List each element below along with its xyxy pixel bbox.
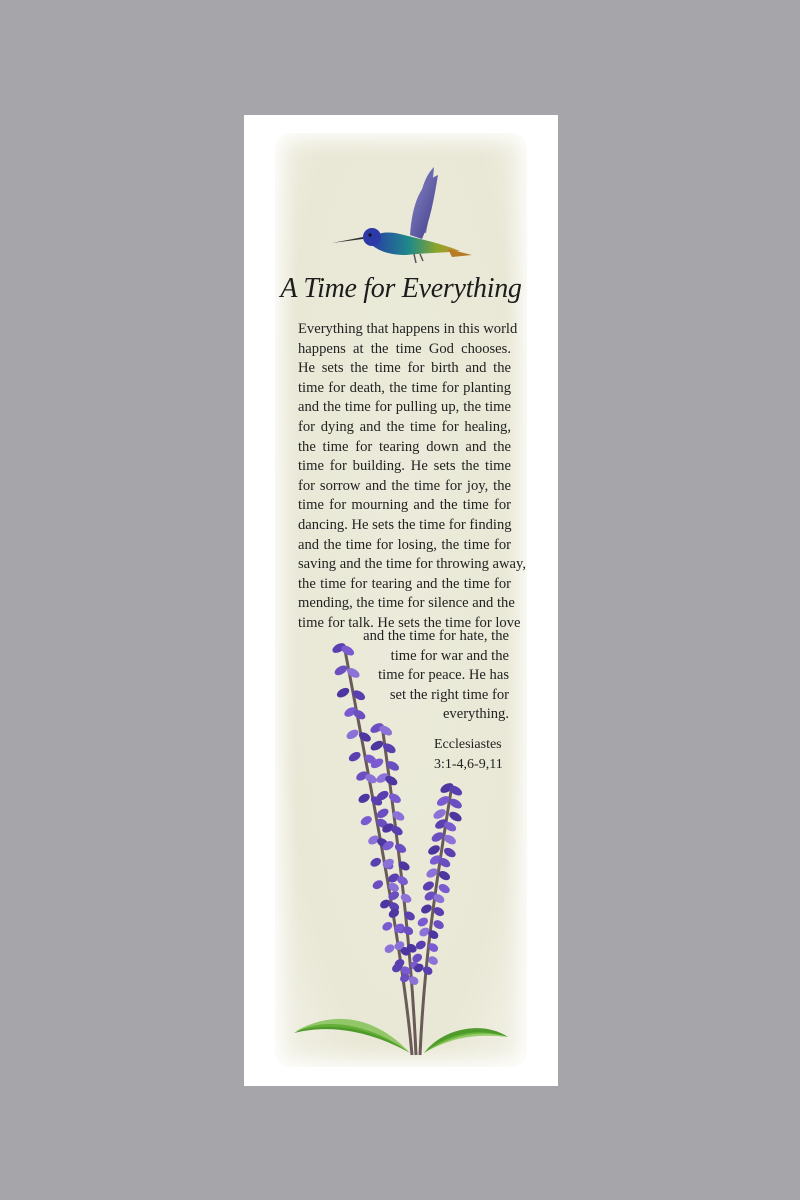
- reference-verses: 3:1-4,6-9,11: [434, 757, 503, 772]
- verse-line: He sets the time for birth and the: [298, 360, 511, 377]
- verse-line: time for building. He sets the time: [298, 458, 511, 475]
- flower-petal: [347, 750, 362, 763]
- flower-petal: [357, 792, 372, 805]
- flower-petal: [432, 918, 446, 930]
- flower-petal: [359, 814, 373, 827]
- flower-petal: [369, 739, 385, 753]
- verse-line: everything.: [442, 706, 509, 723]
- verse-line: and the time for losing, the time for: [298, 536, 511, 553]
- verse-line: Everything that happens in this world: [298, 321, 518, 337]
- flower-petal: [345, 728, 360, 741]
- verse-line: happens at the time God chooses.: [298, 340, 511, 357]
- verse-line: and the time for hate, the: [363, 628, 509, 644]
- verse-line: time for war and the: [390, 647, 509, 664]
- flower-petal: [437, 882, 451, 895]
- flower-petal: [387, 792, 402, 805]
- verse-line: mending, the time for silence and the: [298, 595, 515, 612]
- flower-petal: [442, 846, 457, 859]
- verse-line: and the time for pulling up, the time: [298, 399, 511, 416]
- verse-line: for sorrow and the time for joy, the: [298, 477, 511, 494]
- verse-line: the time for tearing and the time for: [298, 575, 511, 592]
- reference-book: Ecclesiastes: [434, 737, 502, 752]
- bookmark-card: [244, 115, 558, 1086]
- flower-petal: [393, 842, 408, 855]
- flower-petal: [416, 916, 430, 928]
- verse-line: dancing. He sets the time for finding: [298, 516, 512, 533]
- verse-line: time for mourning and the time for: [298, 497, 511, 514]
- flower-petal: [369, 856, 383, 869]
- flower-petal: [371, 878, 385, 890]
- flower-petal: [448, 810, 464, 824]
- verse-line: the time for tearing down and the: [298, 438, 511, 455]
- scripture-reference: [434, 735, 503, 775]
- flower-petal: [335, 686, 351, 700]
- flower-petal: [399, 892, 413, 905]
- flower-petal: [427, 843, 442, 856]
- verse-line: for dying and the time for healing,: [298, 418, 511, 435]
- flower-petal: [381, 920, 394, 932]
- hummingbird-icon: [330, 161, 476, 271]
- verse-line: time for peace. He has: [378, 667, 509, 684]
- verse-text: [298, 320, 527, 634]
- verse-line: time for talk. He sets the time for love: [298, 614, 521, 631]
- verse-line: saving and the time for throwing away,: [298, 556, 527, 573]
- page-title: A Time for Everything: [280, 273, 522, 304]
- verse-line: set the right time for: [389, 686, 509, 703]
- verse-line: time for death, the time for planting: [298, 379, 511, 396]
- flower-petal: [421, 880, 435, 893]
- verse-tail: [363, 627, 509, 725]
- flower-petal: [383, 943, 396, 955]
